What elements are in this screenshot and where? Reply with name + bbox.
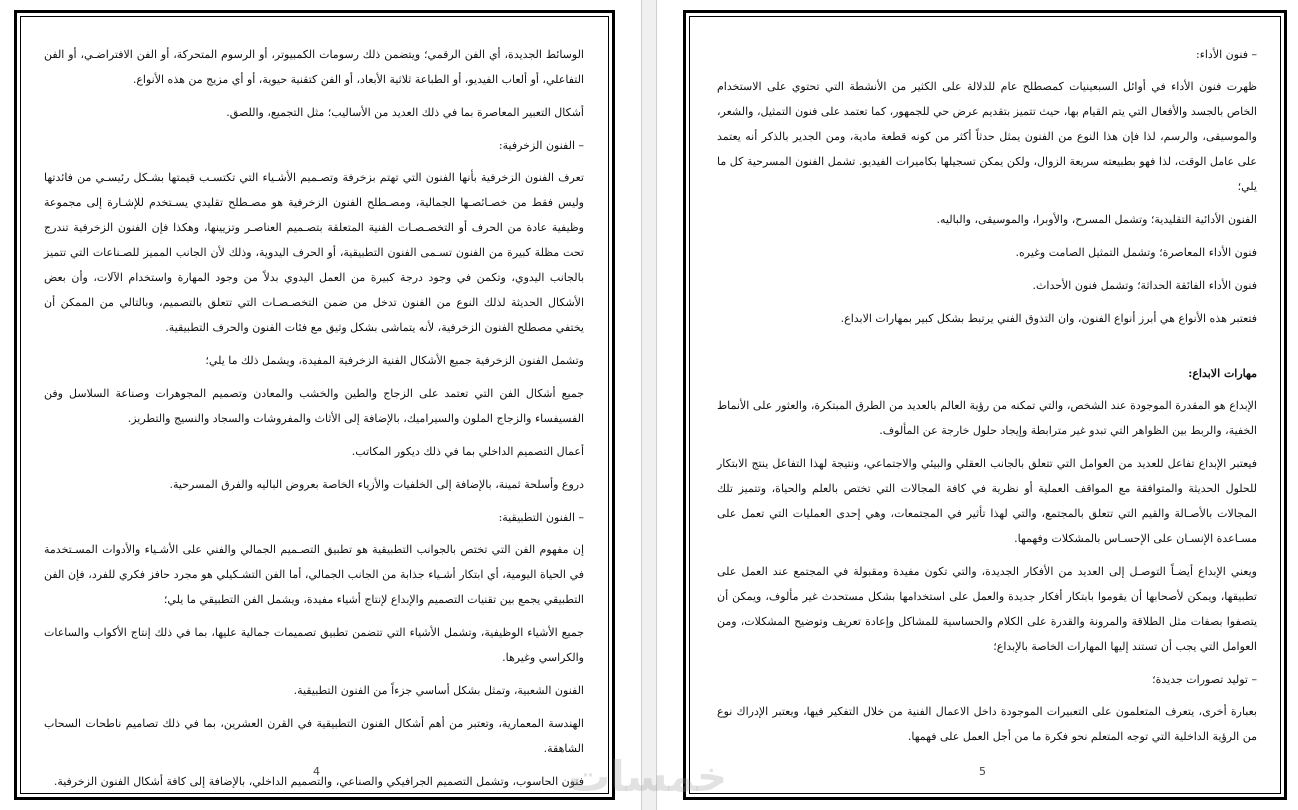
paragraph: وتشمل الفنون الزخرفية جميع الأشكال الفنية الزخرفية المفيدة، ويشمل ذلك ما يلي؛ xyxy=(205,354,584,367)
paragraph: بعبارة أخرى، يتعرف المتعلمون على التعبيرات الموجودة داخل الاعمال الفنية من خلال التفكير فيها، ويعتبر الإدراك نوع من الرؤية الداخلية التي توجه المتعلم نحو فكرة ما من أجل العمل على فهمها. xyxy=(717,705,1257,743)
page-number: 5 xyxy=(979,765,986,778)
paragraph: الإبداع هو المقدرة الموجودة عند الشخص، والتي تمكنه من رؤية العالم بالعديد من الطرق المبتكرة، والعثور على الأنماط الخفية، والربط بين الظواهر التي تبدو غير مترابطة وإيجاد حلول خارجة عن المألوف. xyxy=(717,399,1257,437)
section-heading: – توليد تصورات جديدة؛ xyxy=(1152,673,1257,686)
paragraph: إن مفهوم الفن التي تختص بالجوانب التطبيقية هو تطبيق التصـميم الجمالي والفني على الأشـياء والأدوات المسـتخدمة في الحياة اليومية، أي ابتكار أشـياء جذابة من الجانب الجمالي، أما الفن التشـكيلي هو مجرد حافز فكري للفرد، فإن الفن التطبيقي يجمع بين تقنيات التصميم والإبداع لإنتاج أشياء مفيدة، ويشمل الفن التطبيقي ما يلي؛ xyxy=(44,543,584,606)
page-text-body xyxy=(717,42,1257,757)
paragraph: فتعتبر هذه الأنواع هي أبرز أنواع الفنون، وان التذوق الفني يرتبط بشكل كبير بمهارات الابداع. xyxy=(840,312,1257,325)
paragraph: ظهرت فنون الأداء في أوائل السبعينيات كمصطلح عام للدلالة على الكثير من الأنشطة التي تحتوي على الاستخدام الخاص بالجسد والأفعال التي يتم القيام بها، حيث تتميز بتقديم عرض حي للجمهور، كما تعتمد على فنون التمثيل، والشعر، والموسيقى، والرسم، لذا فإن هذا النوع من الفنون يمثل حدثاً أكثر من كونه قطعة مادية، ومن الجدير بالذكر أنه يعتمد على عامل الوقت، لذا فهو بطبيعته سريعة الزوال، ولكن يمكن تسجيلها بكاميرات الفيديو. تشمل الفنون المسرحية كل ما يلي؛ xyxy=(717,80,1257,193)
paragraph: الفنون الأدائية التقليدية؛ وتشمل المسرح، والأوبرا، والموسيقى، والباليه. xyxy=(936,213,1257,226)
paragraph: أشكال التعبير المعاصرة بما في ذلك العديد من الأساليب؛ مثل التجميع، واللصق. xyxy=(226,106,584,119)
paragraph: الوسائط الجديدة، أي الفن الرقمي؛ ويتضمن ذلك رسومات الكمبيوتر، أو الرسوم المتحركة، أو الفن الافتراضـي، أو الفن التفاعلي، أو ألعاب الفيديو، أو الطباعة ثلاثية الأبعاد، أو الفن كتقنية حيوية، أو أي مزيج من هذه الأنواع. xyxy=(44,48,584,86)
paragraph: فنون الأداء الفائقة الحداثة؛ وتشمل فنون الأحداث. xyxy=(1032,279,1257,292)
document-page-right xyxy=(656,0,1298,810)
paragraph: فيعتبر الإبداع تفاعل للعديد من العوامل التي تتعلق بالجانب العقلي والبيئي والاجتماعي، ونتيجة لهذا التفاعل ينتج الابتكار للحلول الحديثة والمتوافقة مع المواقف العملية أو نظرية في كافة المجالات التي تختص بالعلم والحياة، وتتميز تلك المجالات بالأصـالة والقيم التي تتعلق بالمجتمع، والتي لهذا تأثير في المجتمعات، وهي إحدى العمليات التي تعمل على مسـاعدة الإنسـان على الإحسـاس بالمشكلات وفهمها. xyxy=(717,457,1257,545)
paragraph: فنون الأداء المعاصرة؛ وتشمل التمثيل الصامت وغيره. xyxy=(1015,246,1257,259)
section-heading: – الفنون الزخرفية: xyxy=(498,139,584,152)
paragraph: أعمال التصميم الداخلي بما في ذلك ديكور المكاتب. xyxy=(351,445,584,458)
paragraph: ويعني الإبداع أيضـاً التوصـل إلى العديد من الأفكار الجديدة، والتي تكون مفيدة ومقبولة في المجتمع عند العمل على تطبيقها، ويمكن لأصحابها أن يقوموا بابتكار أفكار جديدة والعمل على استخدامها بشكل مستحدث غير مألوف، ويمكن أن يتصفوا بصفات مثل الطلاقة والمرونة والقدرة على الكلام والحساسية للمشاكل وإعادة تعريف وتوضيح المشكلات، ومن العوامل التي يجب أن تستند إليها المهارات الخاصة بالإبداع؛ xyxy=(717,565,1257,653)
paragraph: دروع وأسلحة ثمينة، بالإضافة إلى الخلفيات والأزياء الخاصة بعروض الباليه والفرق المسرحية. xyxy=(169,478,584,491)
paragraph: الهندسة المعمارية، وتعتبر من أهم أشكال الفنون التطبيقية في القرن العشرين، بما في ذلك تصاميم ناطحات السحاب الشاهقة. xyxy=(44,717,584,755)
paragraph: الفنون الشعبية، وتمثل بشكل أساسي جزءاً من الفنون التطبيقية. xyxy=(293,684,584,697)
page-text-body xyxy=(44,42,584,802)
spacer xyxy=(717,339,1257,361)
paragraph: جميع الأشياء الوظيفية، وتشمل الأشياء التي تتضمن تطبيق تصميمات جمالية عليها، بما في ذلك إنتاج الأكواب والساعات والكراسي وغيرها. xyxy=(44,626,584,664)
document-page-left xyxy=(0,0,642,810)
paragraph: فنون الحاسوب، وتشمل التصميم الجرافيكي والصناعي، والتصميم الداخلي، بالإضافة إلى كافة أشكال الفنون الزخرفية. xyxy=(53,775,584,788)
paragraph: جميع أشكال الفن التي تعتمد على الزجاج والطين والخشب والمعادن وتصميم المجوهرات وصناعة السلاسل وفن الفسيفساء والزجاج الملون والسيراميك، بالإضافة إلى الأثاث والمفروشات والسجاد والنسيج والتطريز. xyxy=(44,387,584,425)
section-heading: مهارات الابداع: xyxy=(1188,367,1257,380)
section-heading: – فنون الأداء: xyxy=(1196,48,1257,61)
page-number: 4 xyxy=(313,765,320,778)
paragraph: تعرف الفنون الزخرفية بأنها الفنون التي تهتم بزخرفة وتصـميم الأشـياء التي تكتسـب قيمتها بشـكل رئيسـي من فائدتها وليس فقط من خصـائصـها الجمالية، ومصـطلح الفنون الزخرفية هو مصـطلح تقليدي يسـتخدم للإشـارة إلى مجموعة وظيفية عادة من الحرف أو التخصـصـات الفنية المتعلقة بتصـميم العناصـر وتزيينها، وهكذا فإن الفنون الزخرفية تندرج تحت مظلة كبيرة من الفنون تسـمى الفنون التطبيقية، أو الحرف اليدوية، وذلك لأن الجانب المميز للصـناعات التي تتميز بالجانب اليدوي، وتكمن في وجود درجة كبيرة من العمل اليدوي بدلاً من وجود المهارة واستخدام الآلات، وأن بعض الأشكال الحديثة لذلك النوع من الفنون تدخل من ضمن التخصـصـات التي تتعلق بالتصميم، وبالتالي من الممكن أن يختفي مصطلح الفنون الزخرفية، لأنه يتماشى بشكل وثيق مع فئات الفنون والحرف التطبيقية. xyxy=(44,171,584,334)
watermark-logo: خمسات xyxy=(568,752,728,801)
section-heading: – الفنون التطبيقية: xyxy=(498,511,584,524)
